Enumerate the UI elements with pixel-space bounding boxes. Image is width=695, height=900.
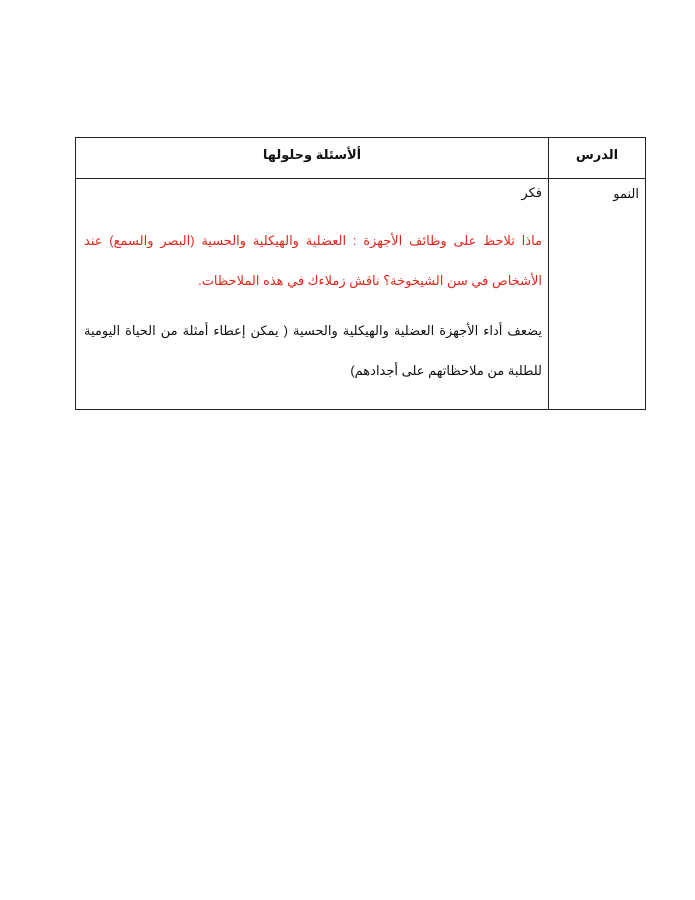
- header-lesson-label: الدرس: [575, 147, 619, 162]
- think-label: فكر: [521, 185, 542, 200]
- table-header-row: [76, 138, 646, 179]
- header-questions-label: ألأسئلة وحلولها: [262, 147, 362, 162]
- header-questions-cell: [76, 138, 549, 179]
- answer-text: يضعف أداء الأجهزة العضلية والهيكلية والحسية ( يمكن إعطاء أمثلة من الحياة اليومية للطلبة من ملاحظاتهم على أجدادهم): [84, 323, 542, 378]
- question-text: ماذا تلاحظ على وظائف الأجهزة : العضلية والهيكلية والحسية (البصر والسمع) عند الأشخاص في سن الشيخوخة؟ ناقش زملاءك في هذه الملاحظات.: [84, 233, 542, 288]
- lesson-name-cell: [549, 179, 646, 410]
- header-lesson-cell: [549, 138, 646, 179]
- questions-cell: [76, 179, 549, 410]
- lesson-name: النمو: [613, 186, 639, 201]
- lesson-table: [75, 137, 646, 410]
- table-row: [76, 179, 646, 410]
